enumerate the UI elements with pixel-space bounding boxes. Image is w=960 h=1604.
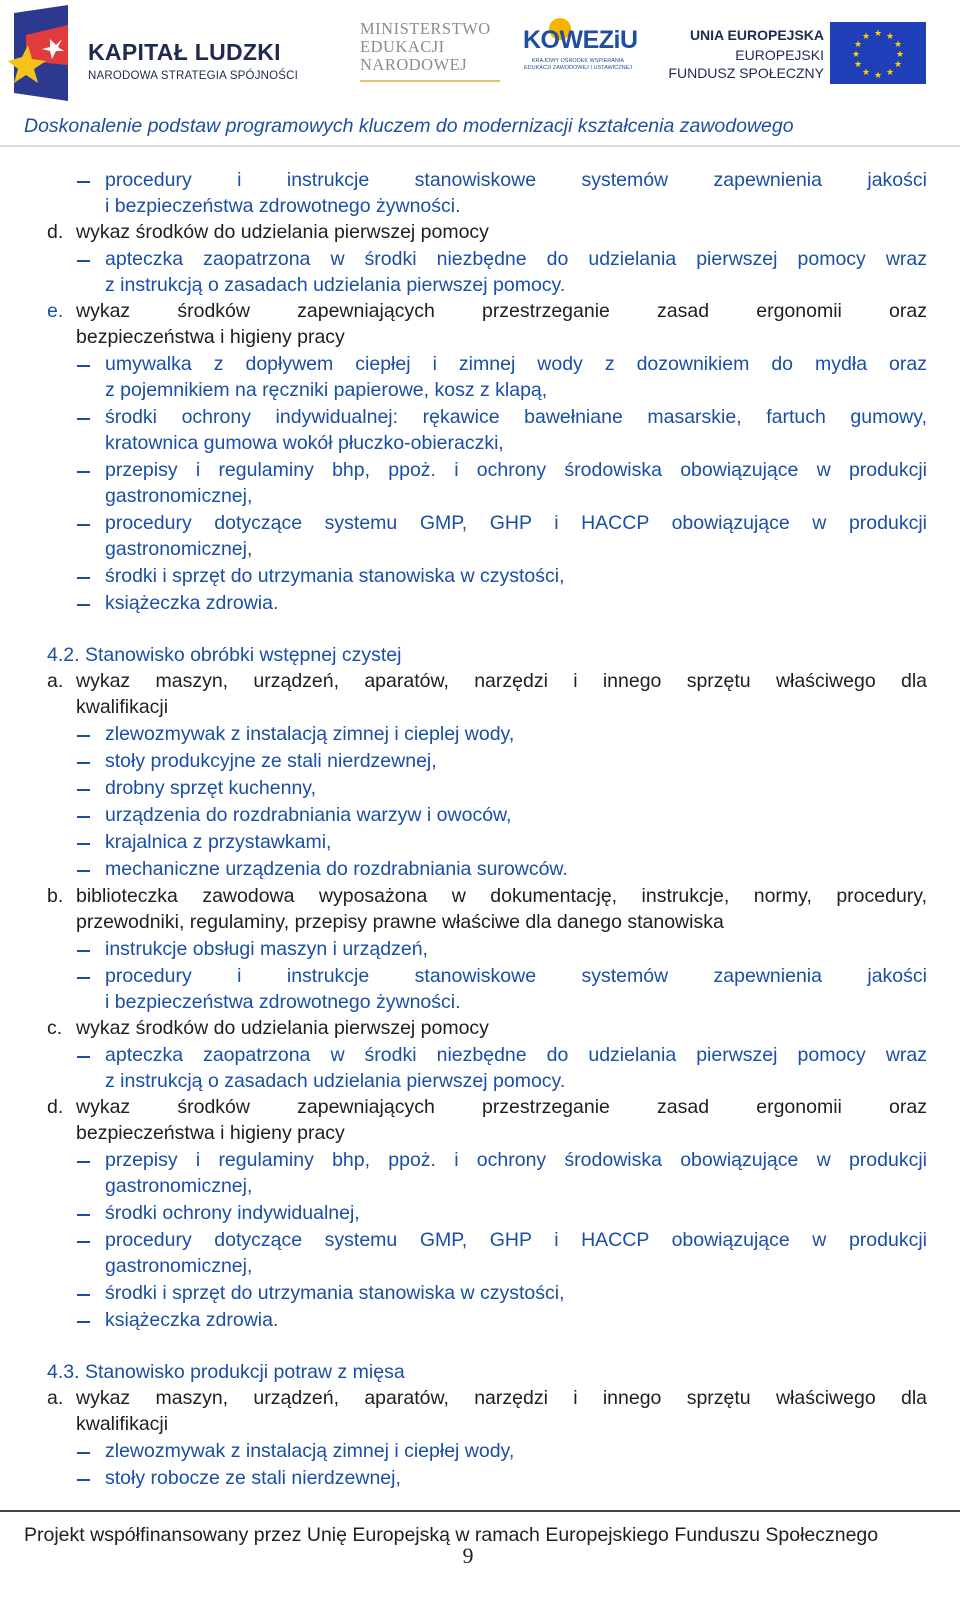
- dash-bullet: [77, 789, 90, 791]
- svg-text:★: ★: [893, 60, 903, 70]
- kowezu-title: KOWEZiU: [523, 26, 638, 54]
- list-marker: a.: [47, 670, 64, 692]
- svg-text:★: ★: [873, 71, 883, 81]
- header-divider: [0, 145, 960, 147]
- ministerstwo-underline: [360, 80, 500, 82]
- dash-bullet: [77, 181, 90, 183]
- ministerstwo-line-3: NARODOWEJ: [360, 55, 468, 74]
- list-item: i bezpieczeństwa zdrowotnego żywności.: [105, 195, 461, 217]
- kapital-ludzki-subtitle: NARODOWA STRATEGIA SPÓJNOŚCI: [88, 70, 299, 82]
- list-marker: b.: [47, 885, 64, 907]
- dash-bullet: [77, 762, 90, 764]
- list-marker: e.: [47, 300, 64, 322]
- dash-bullet: [77, 1294, 90, 1296]
- dash-bullet: [77, 577, 90, 579]
- section-heading: wykaz maszyn, urządzeń, aparatów, narzędzi i innego sprzętu właściwego dla: [76, 1387, 927, 1409]
- dash-bullet: [77, 1452, 90, 1454]
- svg-text:★: ★: [853, 60, 863, 70]
- svg-text:★: ★: [895, 50, 905, 60]
- list-item: książeczka zdrowia.: [105, 1309, 279, 1331]
- logo-header: [0, 0, 960, 105]
- section-heading: bezpieczeństwa i higieny pracy: [76, 326, 345, 348]
- dash-bullet: [77, 1214, 90, 1216]
- dash-bullet: [77, 260, 90, 262]
- ue-line-1: UNIA EUROPEJSKA: [689, 27, 824, 43]
- kowezu-logo: [523, 18, 643, 88]
- document-title: Doskonalenie podstaw programowych kluczem do modernizacji kształcenia zawodowego: [24, 115, 794, 137]
- list-item: gastronomicznej,: [105, 1255, 253, 1277]
- list-item: apteczka zaopatrzona w środki niezbędne do udzielania pierwszej pomocy wraz: [105, 1044, 927, 1066]
- dash-bullet: [77, 843, 90, 845]
- list-item: środki ochrony indywidualnej,: [105, 1202, 360, 1224]
- svg-text:★: ★: [885, 32, 895, 42]
- svg-text:★: ★: [851, 50, 861, 60]
- dash-bullet: [77, 977, 90, 979]
- list-item: przepisy i regulaminy bhp, ppoż. i ochrony środowiska obowiązujące w produkcji: [105, 1149, 927, 1171]
- list-marker: d.: [47, 1096, 64, 1118]
- list-marker: c.: [47, 1017, 63, 1039]
- kapital-ludzki-logo: [6, 5, 306, 101]
- dash-bullet: [77, 1321, 90, 1323]
- ue-line-2: EUROPEJSKI: [735, 47, 824, 63]
- subsection-heading: 4.2. Stanowisko obróbki wstępnej czystej: [47, 644, 402, 666]
- list-item: instrukcje obsługi maszyn i urządzeń,: [105, 938, 428, 960]
- svg-text:★: ★: [853, 40, 863, 50]
- list-item: gastronomicznej,: [105, 485, 253, 507]
- list-item: umywalka z dopływem ciepłej i zimnej wody z dozownikiem do mydła oraz: [105, 353, 927, 375]
- section-heading: wykaz środków zapewniających przestrzeganie zasad ergonomii oraz: [76, 1096, 927, 1118]
- list-item: środki i sprzęt do utrzymania stanowiska w czystości,: [105, 565, 565, 587]
- ue-logo: [668, 22, 930, 84]
- list-item: gastronomicznej,: [105, 538, 253, 560]
- ministerstwo-logo: [360, 20, 500, 90]
- dash-bullet: [77, 418, 90, 420]
- svg-text:★: ★: [893, 40, 903, 50]
- dash-bullet: [77, 365, 90, 367]
- list-item: apteczka zaopatrzona w środki niezbędne do udzielania pierwszej pomocy wraz: [105, 248, 927, 270]
- subsection-heading: 4.3. Stanowisko produkcji potraw z mięsa: [47, 1361, 405, 1383]
- svg-text:★: ★: [861, 68, 871, 78]
- eu-flag-icon: [830, 22, 926, 84]
- ministerstwo-line-1: MINISTERSTWO: [360, 19, 491, 38]
- kapital-ludzki-title: KAPITAŁ LUDZKI: [88, 39, 281, 65]
- dash-bullet: [77, 1479, 90, 1481]
- section-heading: biblioteczka zawodowa wyposażona w dokumentację, instrukcje, normy, procedury,: [76, 885, 927, 907]
- list-item: krajalnica z przystawkami,: [105, 831, 332, 853]
- list-item: z instrukcją o zasadach udzielania pierwszej pomocy.: [105, 1070, 566, 1092]
- svg-text:★: ★: [873, 29, 883, 39]
- list-item: procedury i instrukcje stanowiskowe systemów zapewnienia jakości: [105, 169, 927, 191]
- section-heading: wykaz środków do udzielania pierwszej pomocy: [76, 221, 489, 243]
- list-item: mechaniczne urządzenia do rozdrabniania surowców.: [105, 858, 568, 880]
- footer-divider: [0, 1510, 960, 1512]
- section-heading: wykaz środków zapewniających przestrzeganie zasad ergonomii oraz: [76, 300, 927, 322]
- list-item: książeczka zdrowia.: [105, 592, 279, 614]
- dash-bullet: [77, 816, 90, 818]
- list-item: przepisy i regulaminy bhp, ppoż. i ochrony środowiska obowiązujące w produkcji: [105, 459, 927, 481]
- list-item: drobny sprzęt kuchenny,: [105, 777, 317, 799]
- dash-bullet: [77, 524, 90, 526]
- list-item: procedury i instrukcje stanowiskowe systemów zapewnienia jakości: [105, 965, 927, 987]
- list-marker: d.: [47, 221, 64, 243]
- section-heading: wykaz środków do udzielania pierwszej pomocy: [76, 1017, 489, 1039]
- dash-bullet: [77, 604, 90, 606]
- footer-text: Projekt współfinansowany przez Unię Europejską w ramach Europejskiego Funduszu Społecznego: [24, 1524, 879, 1546]
- page-number: 9: [462, 1543, 474, 1568]
- dash-bullet: [77, 735, 90, 737]
- list-item: kratownica gumowa wokół płuczko-obieraczki,: [105, 432, 504, 454]
- list-item: gastronomicznej,: [105, 1175, 253, 1197]
- dash-bullet: [77, 1241, 90, 1243]
- list-item: procedury dotyczące systemu GMP, GHP i HACCP obowiązujące w produkcji: [105, 1229, 927, 1251]
- section-heading: kwalifikacji: [76, 696, 169, 718]
- list-item: urządzenia do rozdrabniania warzyw i owoców,: [105, 804, 512, 826]
- section-heading: wykaz maszyn, urządzeń, aparatów, narzędzi i innego sprzętu właściwego dla: [76, 670, 927, 692]
- dash-bullet: [77, 1161, 90, 1163]
- list-item: procedury dotyczące systemu GMP, GHP i HACCP obowiązujące w produkcji: [105, 512, 927, 534]
- svg-text:★: ★: [861, 32, 871, 42]
- list-item: stoły robocze ze stali nierdzewnej,: [105, 1467, 401, 1489]
- list-item: z pojemnikiem na ręczniki papierowe, kosz z klapą,: [105, 379, 548, 401]
- section-heading: bezpieczeństwa i higieny pracy: [76, 1122, 345, 1144]
- svg-text:★: ★: [885, 68, 895, 78]
- list-marker: a.: [47, 1387, 64, 1409]
- dash-bullet: [77, 950, 90, 952]
- section-heading: kwalifikacji: [76, 1413, 169, 1435]
- kapital-ludzki-emblem-icon: [6, 5, 82, 101]
- list-item: zlewozmywak z instalacją zimnej i cieplej wody,: [105, 723, 515, 745]
- list-item: środki ochrony indywidualnej: rękawice bawełniane masarskie, fartuch gumowy,: [105, 406, 927, 428]
- list-item: z instrukcją o zasadach udzielania pierwszej pomocy.: [105, 274, 566, 296]
- list-item: zlewozmywak z instalacją zimnej i ciepłej wody,: [105, 1440, 515, 1462]
- ministerstwo-line-2: EDUKACJI: [360, 37, 445, 56]
- list-item: i bezpieczeństwa zdrowotnego żywności.: [105, 991, 461, 1013]
- list-item: stoły produkcyjne ze stali nierdzewnej,: [105, 750, 437, 772]
- ue-line-3: FUNDUSZ SPOŁECZNY: [668, 65, 824, 81]
- list-item: środki i sprzęt do utrzymania stanowiska w czystości,: [105, 1282, 565, 1304]
- dash-bullet: [77, 471, 90, 473]
- section-heading: przewodniki, regulaminy, przepisy prawne właściwe dla danego stanowiska: [76, 911, 724, 933]
- dash-bullet: [77, 1056, 90, 1058]
- dash-bullet: [77, 870, 90, 872]
- kowezu-subtitle: KRAJOWY OŚRODEK WSPIERANIA EDUKACJI ZAWODOWEJ I USTAWICZNEJ: [524, 58, 632, 71]
